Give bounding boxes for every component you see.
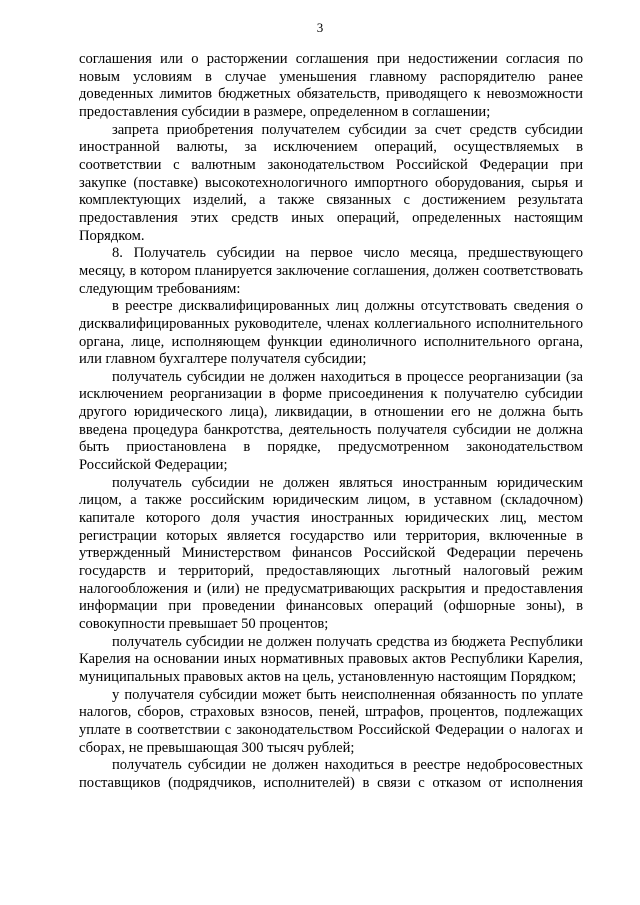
paragraph-other-budget-funds: получатель субсидии не должен получать средства из бюджета Республики Карелия на основании иных нормативных правовых актов Республики Карелия, муниципальных правовых актов на цель, установленную настоящим Порядком; [79, 633, 583, 685]
paragraph-tax-debt: у получателя субсидии может быть неисполненная обязанность по уплате налогов, сборов, страховых взносов, пеней, штрафов, процентов, подлежащих уплате в соответствии с законодательством Российской Федерации о налогах и сборах, не превышающая 300 тысяч рублей; [79, 686, 583, 756]
paragraph-item-8-requirements: 8. Получатель субсидии на первое число месяца, предшествующего месяцу, в котором планируется заключение соглашения, должен соответствовать следующим требованиям: [79, 245, 583, 297]
paragraph-agreement-termination: соглашения или о расторжении соглашения при недостижении согласия по новым условиям в случае уменьшения главному распорядителю ранее доведенных лимитов бюджетных обязательств, приводящего к невозможности предоставления субсидии в размере, определенном в соглашении; [79, 51, 583, 120]
paragraph-foreign-currency-ban: запрета приобретения получателем субсидии за счет средств субсидии иностранной валюты, за исключением операций, осуществляемых в соответствии с валютным законодательством Российской Федерации при закупке (поставке) высокотехнологичного импортного оборудования, сырья и комплектующих изделий, а также связанных с достижением результата предоставления этих средств иных операций, определенных настоящим Порядком. [79, 121, 583, 244]
paragraph-foreign-entity: получатель субсидии не должен являться иностранным юридическим лицом, а также российским юридическим лицом, в уставном (складочном) капитале которого доля участия иностранных юридических лиц, местом регистрации которых является государство или территория, включенные в утвержденный Министерством финансов Российской Федерации перечень государств и территорий, предоставляющих льготный налоговый режим налогообложения и (или) не предусматривающих раскрытия и предоставления информации при проведении финансовых операций (офшорные зоны), в совокупности превышает 50 процентов; [79, 474, 583, 632]
paragraph-reorganization: получатель субсидии не должен находиться в процессе реорганизации (за исключением реорганизации в форме присоединения к получателю субсидии другого юридического лица), ликвидации, в отношении его не должна быть введена процедура банкротства, деятельность получателя субсидии не должна быть приостановлена в порядке, предусмотренном законодательством Российской Федерации; [79, 368, 583, 474]
paragraph-disqualified-persons: в реестре дисквалифицированных лиц должны отсутствовать сведения о дисквалифицированных руководителе, членах коллегиального исполнительного органа, лице, исполняющем функции единоличного исполнительного органа, или главном бухгалтере получателя субсидии; [79, 298, 583, 368]
document-body [79, 51, 583, 793]
page-number: 3 [316, 20, 324, 35]
paragraph-unfair-suppliers: получатель субсидии не должен находиться в реестре недобросовестных поставщиков (подрядчиков, исполнителей) в связи с отказом от исполнения [79, 757, 583, 791]
